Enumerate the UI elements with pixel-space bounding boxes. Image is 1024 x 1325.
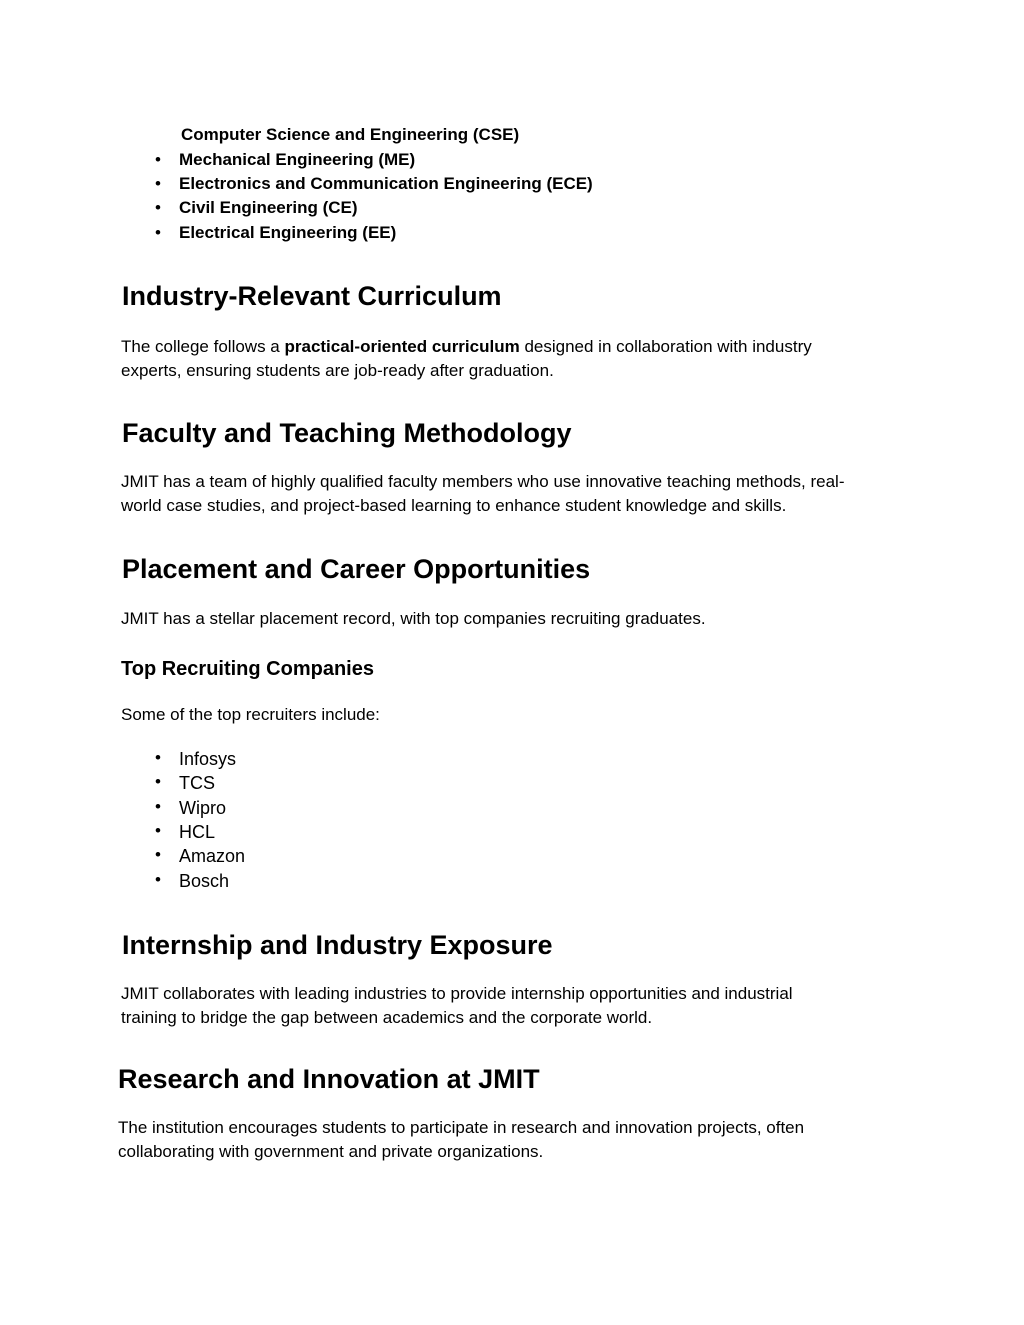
curriculum-heading: Industry-Relevant Curriculum <box>122 281 502 311</box>
placement-paragraph: JMIT has a stellar placement record, with top companies recruiting graduates. <box>121 609 706 628</box>
bullet-icon: • <box>155 748 161 767</box>
company-tcs: TCS <box>179 773 215 793</box>
bullet-icon: • <box>155 821 161 840</box>
placement-heading: Placement and Career Opportunities <box>122 554 591 584</box>
internship-paragraph: JMIT collaborates with leading industries to provide internship opportunities and industrial training to bridge the gap between academics and the corporate world. <box>121 984 793 1027</box>
research-paragraph: The institution encourages students to participate in research and innovation projects, often collaborating with government and private organizations. <box>118 1118 805 1161</box>
recruiters-intro: Some of the top recruiters include: <box>121 705 380 724</box>
branch-item-ee: Electrical Engineering (EE) <box>179 223 397 242</box>
branch-item-cse: Computer Science and Engineering (CSE) <box>181 125 520 144</box>
bullet-icon: • <box>155 772 161 791</box>
bullet-icon: • <box>155 150 161 169</box>
company-bosch: Bosch <box>179 871 230 891</box>
curriculum-text-bold: practical-oriented curriculum <box>284 337 520 356</box>
company-hcl: HCL <box>179 822 216 842</box>
curriculum-text-start: The college follows a <box>121 337 285 356</box>
internship-heading: Internship and Industry Exposure <box>122 930 553 960</box>
company-wipro: Wipro <box>179 798 227 818</box>
bullet-icon: • <box>155 845 161 864</box>
company-infosys: Infosys <box>179 749 237 769</box>
bullet-icon: • <box>155 797 161 816</box>
bullet-icon: • <box>155 223 161 242</box>
branch-item-me: Mechanical Engineering (ME) <box>179 150 416 169</box>
branch-item-ce: Civil Engineering (CE) <box>179 198 358 217</box>
curriculum-paragraph <box>121 335 821 382</box>
bullet-icon: • <box>155 174 161 193</box>
company-amazon: Amazon <box>179 846 246 866</box>
faculty-paragraph: JMIT has a team of highly qualified faculty members who use innovative teaching methods, real-world case studies, and project-based learning to enhance student knowledge and skills. <box>121 472 845 515</box>
recruiters-heading: Top Recruiting Companies <box>121 658 374 680</box>
research-heading: Research and Innovation at JMIT <box>118 1064 540 1094</box>
faculty-heading: Faculty and Teaching Methodology <box>122 418 572 448</box>
bullet-icon: • <box>155 198 161 217</box>
branch-item-ece: Electronics and Communication Engineering (ECE) <box>179 174 593 193</box>
bullet-icon: • <box>155 870 161 889</box>
curriculum-text-end: designed in collaboration with industry experts, ensuring students are job-ready after graduation. <box>121 337 812 380</box>
